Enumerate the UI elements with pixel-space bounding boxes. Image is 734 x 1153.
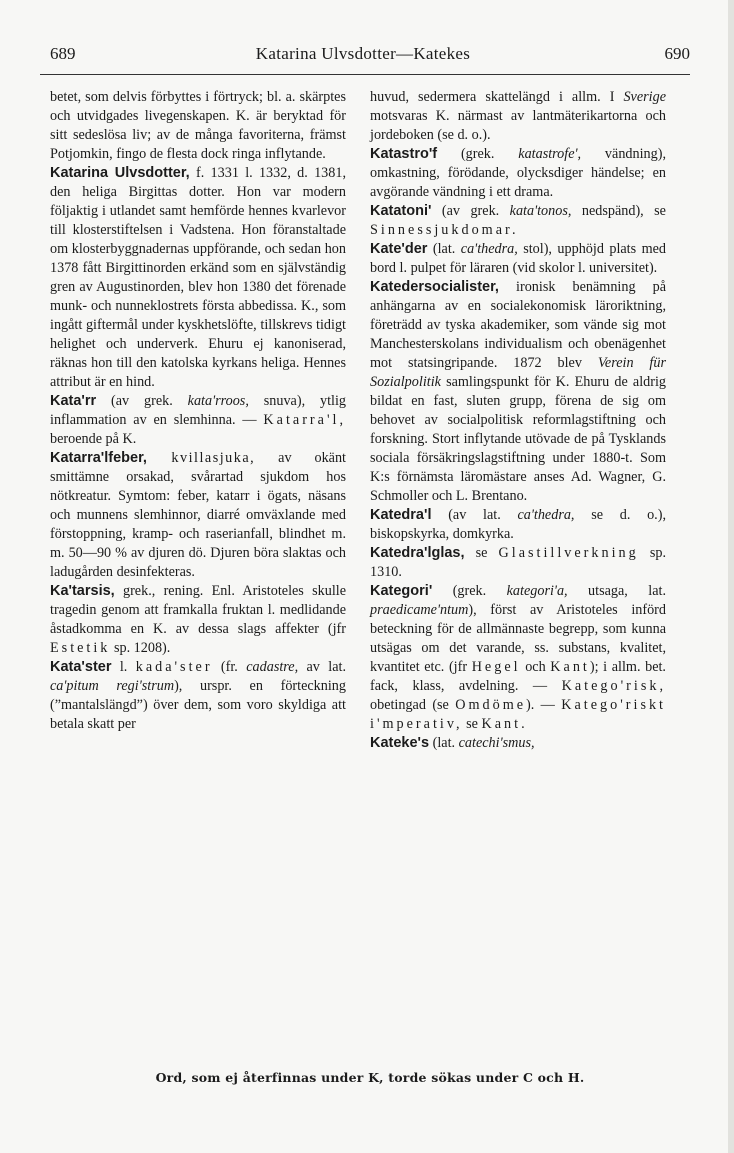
entry-text: ), först av Aristoteles införd beteckning för de allmännaste begrepp, som kunna utsägas om det varande, ss. substans, kvalitet, kvantitet etc. (jfr <box>370 602 666 675</box>
entry-text: f. 1331 l. 1332, d. 1381, den heliga Birgittas dotter. Hon var modern följaktig i utlandet samt hemförde hennes kvarlevor till klosterstiftelsen i Vadstena. Hon föranstaltade om klosterbyggnadernas uppförande, och sedan hon 1378 fått Birgittinorden erkänd som en självständig gren av Augustinorden, blev hon 1380 det förenade munk- och nunneklostrets första abbedissa. K., som ingått giftermål under kyskhetslöfte, tillskrevs tidigt helighet och underverk. Ehuru ej kanoniserad, räknas hon till den katolska kyrkans heliga. Hennes attribut är en hind. <box>50 165 346 390</box>
spaced-term: Katarra'l, <box>263 412 346 428</box>
italic-term: ca'thedra, <box>460 241 518 257</box>
italic-term: catechi'smus, <box>458 735 535 751</box>
italic-term: praedicame'ntum <box>370 602 469 618</box>
page-header <box>28 44 698 70</box>
entry-text: motsvaras K. närmast av lantmäterikartorna och jordeboken (se d. o.). <box>370 108 666 143</box>
italic-term: ca'pitum regi'strum <box>50 678 175 694</box>
page-number-left: 689 <box>50 44 76 63</box>
entry-text: (av lat. <box>431 507 518 523</box>
spaced-term: Estetik <box>50 640 111 656</box>
spaced-term: Hegel <box>471 659 521 675</box>
right-column <box>370 88 666 753</box>
italic-term: cadastre, <box>246 659 299 675</box>
entry-text: nedspänd), se <box>571 203 666 219</box>
italic-term: kategori'a, <box>506 583 568 599</box>
entry-text: ). — <box>526 697 562 713</box>
entry-katedersocialister <box>370 278 666 506</box>
entry-text: obetingad (se <box>370 697 456 713</box>
headword: Katatoni' <box>370 203 432 219</box>
entry-text: sp. 1310. <box>370 545 666 580</box>
entry-text: (grek. <box>432 583 507 599</box>
entry-text: av okänt smittämne orsakad, svårartad sjukdom hos nötkreatur. Symtom: feber, katarr i ögats, näsans och munnens slemhinnor, diarré omväxlande med förstoppning, kramp- och raserianfall, blindhet m. m. 50—90 % av djuren dö. Djuren böra slaktas och ladugården desinfekteras. <box>50 450 346 580</box>
entry-text: (av grek. <box>431 203 510 219</box>
entry-text: (grek. <box>437 146 519 162</box>
page-edge <box>728 0 734 1153</box>
entry-text: av lat. <box>298 659 346 675</box>
entry-katekes <box>370 734 666 753</box>
spaced-term: Katego'risk, <box>561 678 666 694</box>
page-number-right: 690 <box>664 44 690 63</box>
entry-text: huvud, sedermera skattelängd i allm. I <box>370 89 624 105</box>
italic-term: katastrofe', <box>518 146 582 162</box>
headword: Katarra'lfeber, <box>50 450 147 466</box>
headword: Ka'tarsis, <box>50 583 115 599</box>
spaced-term: Katego'riskt i'mperativ, <box>370 697 666 732</box>
entry-katastrof <box>370 145 666 202</box>
entry-text: se d. o.), biskopskyrka, domkyrka. <box>370 507 666 542</box>
spaced-term: Sinnessjukdomar. <box>370 222 519 238</box>
header-rule <box>40 74 690 75</box>
entry-text: (fr. <box>212 659 247 675</box>
entry-katarralfeber <box>50 449 346 582</box>
entry-kategori <box>370 582 666 734</box>
entry-kateder <box>370 240 666 278</box>
entry-text: l. <box>111 659 136 675</box>
spaced-term: Kant. <box>481 716 528 732</box>
headword: Katedra'l <box>370 507 432 523</box>
entry-katatoni <box>370 202 666 240</box>
left-column <box>50 88 346 734</box>
entry-text: (lat. <box>427 241 461 257</box>
spaced-term: Glastillverkning <box>498 545 639 561</box>
spaced-term: kvillasjuka, <box>146 450 256 466</box>
entry-continuation <box>50 88 346 164</box>
headword: Katedra'lglas, <box>370 545 465 561</box>
headword: Katastro'f <box>370 146 438 162</box>
footnote: Ord, som ej återfinnas under K, torde sökas under C och H. <box>155 1070 585 1085</box>
spaced-term: Omdöme <box>455 697 527 713</box>
headword: Kateke's <box>370 735 430 751</box>
entry-katedralglas <box>370 544 666 582</box>
headword: Kategori' <box>370 583 433 599</box>
headword: Kate'der <box>370 241 428 257</box>
entry-text: (lat. <box>429 735 459 751</box>
running-title: Katarina Ulvsdotter—Katekes <box>255 44 471 63</box>
italic-term: Verein für Sozialpolitik <box>370 355 666 390</box>
headword: Katedersocialister, <box>370 279 499 295</box>
entry-text: se <box>464 545 499 561</box>
entry-kataster <box>50 658 346 734</box>
entry-kataster-continued <box>370 88 666 145</box>
entry-text: sp. 1208). <box>110 640 171 656</box>
entry-text: se <box>462 716 482 732</box>
entry-katedral <box>370 506 666 544</box>
headword: Kata'rr <box>50 393 97 409</box>
entry-text: grek., rening. Enl. Aristoteles skulle tragedin genom att framkalla fruktan l. medlidande åstadkomma en K. av dessa slags affekter (jfr <box>50 583 346 637</box>
headword: Kata'ster <box>50 659 112 675</box>
spaced-term: kada'ster <box>135 659 213 675</box>
entry-text: snuva), ytlig inflammation av en slemhinna. — <box>50 393 346 428</box>
entry-text: stol), upphöjd plats med bord l. pulpet för läraren (vid skolor l. universitet). <box>370 241 666 276</box>
headword: Katarina Ulvsdotter, <box>50 165 190 181</box>
italic-term: kata'rroos, <box>187 393 249 409</box>
spaced-term: Kant <box>550 659 590 675</box>
entry-text: ), urspr. en förteckning (”mantalslängd”) över dem, som voro skyldiga att betala skatt per <box>50 678 346 732</box>
entry-text: ironisk benämning på anhängarna av en socialekonomisk läroriktning, företrädd av tyska akademiker, som vände sig mot Manchesterskolans individualism och obenägenhet mot statsingripande. 1872 blev <box>370 279 666 371</box>
entry-text: beroende på K. <box>50 431 137 447</box>
entry-katarsis <box>50 582 346 658</box>
italic-term: ca'thedra, <box>517 507 575 523</box>
entry-text: ); i allm. bet. fack, klass, avdelning. — <box>370 659 666 694</box>
entry-text: vändning), omkastning, förödande, olycksdiger händelse; en avgörande vändning i ett drama. <box>370 146 667 200</box>
entry-text: och <box>520 659 551 675</box>
entry-katarina-ulvsdotter <box>50 164 346 392</box>
italic-term: Sverige <box>623 89 666 105</box>
entry-text: samlingspunkt för K. Ehuru de aldrig bildat en fast, sluten grupp, förena de sig om behovet av socialpolitisk reformlagstiftning och forskning. Stort inflytande utövade de på Tysklands sociala försäkringslagstiftning under 1880-t. Som K:s förnämsta läromästare anses Ad. Wagner, G. Schmoller och L. Brentano. <box>370 374 666 504</box>
entry-text: betet, som delvis förbyttes i förtryck; bl. a. skärptes och utvidgades livegenskapen. K. är beryktad för sitt sedeslösa liv; av de många favoriterna, främst Potjomkin, fingo de flesta dock ringa inflytande. <box>50 89 346 162</box>
entry-text: utsaga, lat. <box>567 583 666 599</box>
italic-term: kata'tonos, <box>509 203 572 219</box>
entry-katarr <box>50 392 346 449</box>
entry-text: (av grek. <box>96 393 188 409</box>
